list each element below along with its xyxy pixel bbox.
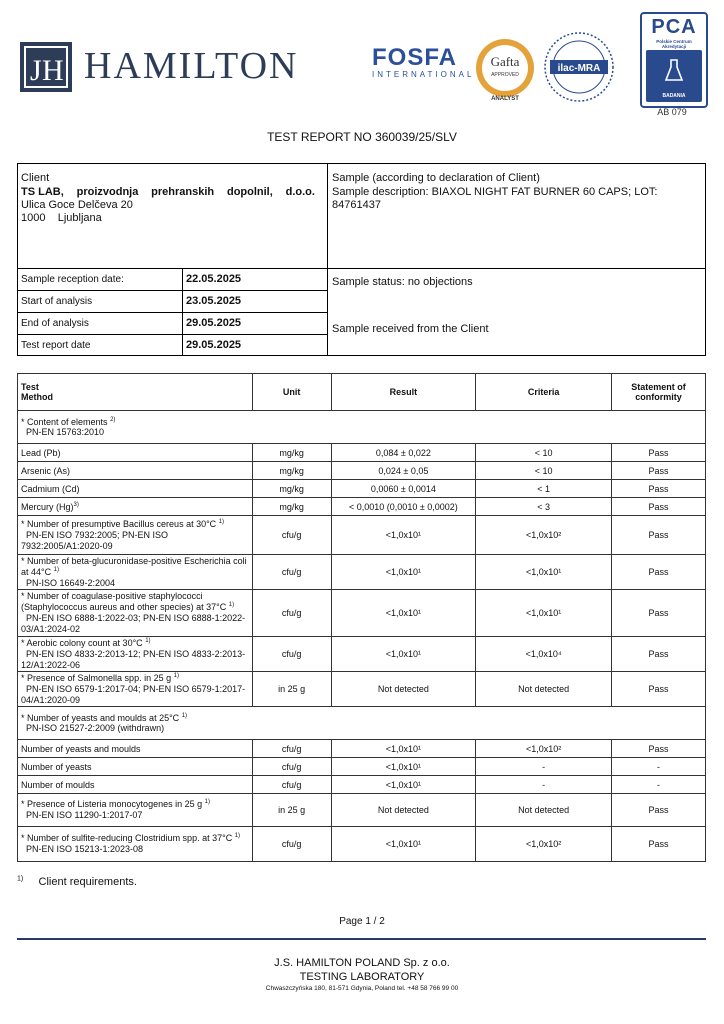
cell-unit: cfu/g xyxy=(252,776,331,794)
client-street: Ulica Goce Delčeva 20 xyxy=(21,199,133,211)
cell-statement: Pass xyxy=(612,637,706,672)
cell-result: 0,024 ± 0,05 xyxy=(331,462,476,480)
table-row xyxy=(18,462,706,480)
header-unit: Unit xyxy=(252,374,331,411)
cell-unit: mg/kg xyxy=(252,462,331,480)
fosfa-logo xyxy=(372,44,474,79)
test-name: * Number of beta-glucuronidase-positive Escherichia coli at 44°C $^{1)}$ PN-ISO 16649-2:2004 xyxy=(18,555,253,590)
sample-label: Sample (according to declaration of Client) xyxy=(332,172,540,184)
cell-result: <1,0x10¹ xyxy=(331,637,476,672)
client-city: Ljubljana xyxy=(57,212,102,224)
date-row-line xyxy=(17,334,327,335)
fosfa-sub: INTERNATIONAL xyxy=(372,70,475,79)
page-number: Page 1 / 2 xyxy=(339,916,385,927)
test-name: Number of moulds xyxy=(18,776,253,794)
pca-sub1: Polskie Centrum xyxy=(656,39,692,44)
pca-badania: BADANIA xyxy=(662,93,686,99)
cell-criteria: <1,0x10⁴ xyxy=(476,637,612,672)
test-name: * Number of sulfite-reducing Clostridium spp. at 37°C $^{1)}$ PN-EN ISO 15213-1:2023-08 xyxy=(18,827,253,862)
sample-status: Sample status: no objections xyxy=(332,276,473,288)
footer-company: J.S. HAMILTON POLAND Sp. z o.o. xyxy=(274,957,450,969)
table-row xyxy=(18,827,706,862)
table-header-row xyxy=(18,374,706,411)
cell-criteria: < 1 xyxy=(476,480,612,498)
test-name: * Number of presumptive Bacillus cereus at 30°C $^{1)}$ PN-EN ISO 7932:2005; PN-EN ISO 7932:2005/A1:2020-09 xyxy=(18,516,253,555)
footer-address: Chwaszczyńska 180, 81-571 Gdynia, Poland tel. +48 58 766 99 00 xyxy=(265,985,459,992)
table-row xyxy=(18,672,706,707)
gafta-logo-icon xyxy=(472,36,538,102)
cell-statement: Pass xyxy=(612,672,706,707)
gafta-approved: APPROVED xyxy=(491,72,519,78)
box-row-line xyxy=(17,268,706,269)
footnote: $^{1)}$ Client requirements. xyxy=(17,875,137,888)
sample-received: Sample received from the Client xyxy=(332,323,489,335)
cell-statement: Pass xyxy=(612,555,706,590)
cell-criteria: - xyxy=(476,776,612,794)
client-postcode: 1000 xyxy=(21,212,46,224)
cell-unit: in 25 g xyxy=(252,794,331,827)
cell-criteria: <1,0x10² xyxy=(476,827,612,862)
sample-description: Sample description: BIAXOL NIGHT FAT BURNER 60 CAPS; LOT: 84761437 xyxy=(332,186,658,211)
section-row: * Number of yeasts and moulds at 25°C $^{1)}$ PN-ISO 21527-2:2009 (withdrawn) xyxy=(18,707,706,740)
header-test-method: Test Method xyxy=(18,374,253,411)
test-name: Lead (Pb) xyxy=(18,444,253,462)
client-label: Client xyxy=(21,172,50,184)
micro-group xyxy=(18,794,706,862)
table-row xyxy=(18,498,706,516)
cell-unit: cfu/g xyxy=(252,740,331,758)
table-row xyxy=(18,758,706,776)
fosfa-name: FOSFA xyxy=(372,44,458,71)
cell-statement: Pass xyxy=(612,516,706,555)
cell-result: 0,0060 ± 0,0014 xyxy=(331,480,476,498)
ilac-name: ilac-MRA xyxy=(557,63,601,74)
cell-unit: mg/kg xyxy=(252,498,331,516)
svg-text:J: J xyxy=(30,54,42,87)
header-result: Result xyxy=(331,374,476,411)
cell-result: <1,0x10¹ xyxy=(331,776,476,794)
ilac-mra-logo-icon xyxy=(542,30,616,104)
cell-criteria: < 10 xyxy=(476,462,612,480)
client-city-line xyxy=(21,212,102,225)
client-name: TS LAB, proizvodnja prehranskih dopolnil, d.o.o. xyxy=(21,186,315,198)
cell-statement: Pass xyxy=(612,480,706,498)
cell-statement: - xyxy=(612,758,706,776)
brand-name: HAMILTON xyxy=(84,45,299,87)
cell-criteria: Not detected xyxy=(476,794,612,827)
pca-badge xyxy=(646,50,702,102)
cell-statement: Pass xyxy=(612,462,706,480)
table-row xyxy=(18,740,706,758)
date-label: Test report date xyxy=(21,340,91,351)
cell-unit: in 25 g xyxy=(252,672,331,707)
cell-result: <1,0x10¹ xyxy=(331,827,476,862)
cell-criteria: <1,0x10² xyxy=(476,740,612,758)
elements-group xyxy=(18,444,706,516)
pca-name: PCA xyxy=(651,16,697,38)
header-statement: Statement of conformity xyxy=(612,374,706,411)
cell-result: <1,0x10¹ xyxy=(331,758,476,776)
cell-result: Not detected xyxy=(331,794,476,827)
test-name: Arsenic (As) xyxy=(18,462,253,480)
hamilton-logo-icon xyxy=(20,42,72,92)
cell-result: <1,0x10¹ xyxy=(331,516,476,555)
cell-result: < 0,0010 (0,0010 ± 0,0002) xyxy=(331,498,476,516)
cell-unit: mg/kg xyxy=(252,444,331,462)
cell-statement: - xyxy=(612,776,706,794)
cell-criteria: <1,0x10¹ xyxy=(476,555,612,590)
table-row xyxy=(18,480,706,498)
table-row xyxy=(18,637,706,672)
test-name: Mercury $(Hg)^{3)}$ xyxy=(18,498,253,516)
cell-criteria: < 10 xyxy=(476,444,612,462)
cell-statement: Pass xyxy=(612,590,706,637)
cell-unit: cfu/g xyxy=(252,590,331,637)
cell-criteria: Not detected xyxy=(476,672,612,707)
gafta-analyst: ANALYST xyxy=(491,96,519,102)
cell-unit: cfu/g xyxy=(252,827,331,862)
cell-unit: cfu/g xyxy=(252,637,331,672)
date-row-line xyxy=(17,290,327,291)
cell-result: Not detected xyxy=(331,672,476,707)
cell-unit: mg/kg xyxy=(252,480,331,498)
cell-statement: Pass xyxy=(612,444,706,462)
footer-rule xyxy=(17,938,706,940)
cell-criteria: <1,0x10² xyxy=(476,516,612,555)
date-value: 23.05.2025 xyxy=(186,295,242,307)
report-title: TEST REPORT NO 360039/25/SLV xyxy=(267,130,457,144)
table-row xyxy=(18,794,706,827)
cell-result: <1,0x10¹ xyxy=(331,740,476,758)
box-divider xyxy=(327,163,328,356)
cell-criteria: < 3 xyxy=(476,498,612,516)
cell-criteria: - xyxy=(476,758,612,776)
test-name: Number of yeasts xyxy=(18,758,253,776)
cell-unit: cfu/g xyxy=(252,758,331,776)
accreditation-number: AB 079 xyxy=(657,107,687,117)
cell-result: <1,0x10¹ xyxy=(331,590,476,637)
cell-unit: cfu/g xyxy=(252,555,331,590)
date-label: Sample reception date: xyxy=(21,274,124,285)
cell-criteria: <1,0x10¹ xyxy=(476,590,612,637)
test-name: * Presence of Listeria monocytogenes in 25 g $^{1)}$ PN-EN ISO 11290-1:2017-07 xyxy=(18,794,253,827)
test-name: * Presence of Salmonella spp. in 25 g $^{1)}$ PN-EN ISO 6579-1:2017-04; PN-EN ISO 6579-1:2017-04/A1:2020-09 xyxy=(18,672,253,707)
section-row: * Content of elements $^{2)}$ PN-EN 15763:2010 xyxy=(18,411,706,444)
table-row xyxy=(18,516,706,555)
micro-group xyxy=(18,516,706,707)
yeasts-group xyxy=(18,740,706,794)
flask-icon xyxy=(664,58,684,84)
pca-sub2: Akredytacji xyxy=(661,44,687,49)
date-value: 22.05.2025 xyxy=(186,273,242,285)
date-value: 29.05.2025 xyxy=(186,339,242,351)
header-criteria: Criteria xyxy=(476,374,612,411)
date-row-line xyxy=(17,312,327,313)
results-table xyxy=(17,373,706,862)
date-value: 29.05.2025 xyxy=(186,317,242,329)
pca-logo xyxy=(640,12,708,108)
test-name: * Aerobic colony count at 30°C $^{1)}$ PN-EN ISO 4833-2:2013-12; PN-EN ISO 4833-2:2013-12/A1:2022-06 xyxy=(18,637,253,672)
table-row xyxy=(18,444,706,462)
test-name: Cadmium (Cd) xyxy=(18,480,253,498)
cell-result: 0,084 ± 0,022 xyxy=(331,444,476,462)
cell-statement: Pass xyxy=(612,498,706,516)
date-label: Start of analysis xyxy=(21,296,93,307)
gafta-name: Gafta xyxy=(490,54,520,69)
cell-statement: Pass xyxy=(612,794,706,827)
test-name: * Number of coagulase-positive staphylococci (Staphylococcus aureus and other species) at 37°C $^{1)}$ PN-EN ISO 6888-1:2022-03; PN-EN ISO 6888-1:2022-03/A1:2024-02 xyxy=(18,590,253,637)
date-label: End of analysis xyxy=(21,318,89,329)
cell-statement: Pass xyxy=(612,827,706,862)
footer-lab: TESTING LABORATORY xyxy=(299,971,425,983)
table-row xyxy=(18,776,706,794)
test-name: Number of yeasts and moulds xyxy=(18,740,253,758)
table-row xyxy=(18,555,706,590)
cell-result: <1,0x10¹ xyxy=(331,555,476,590)
cell-unit: cfu/g xyxy=(252,516,331,555)
cell-statement: Pass xyxy=(612,740,706,758)
svg-text:H: H xyxy=(42,54,64,87)
table-row xyxy=(18,590,706,637)
